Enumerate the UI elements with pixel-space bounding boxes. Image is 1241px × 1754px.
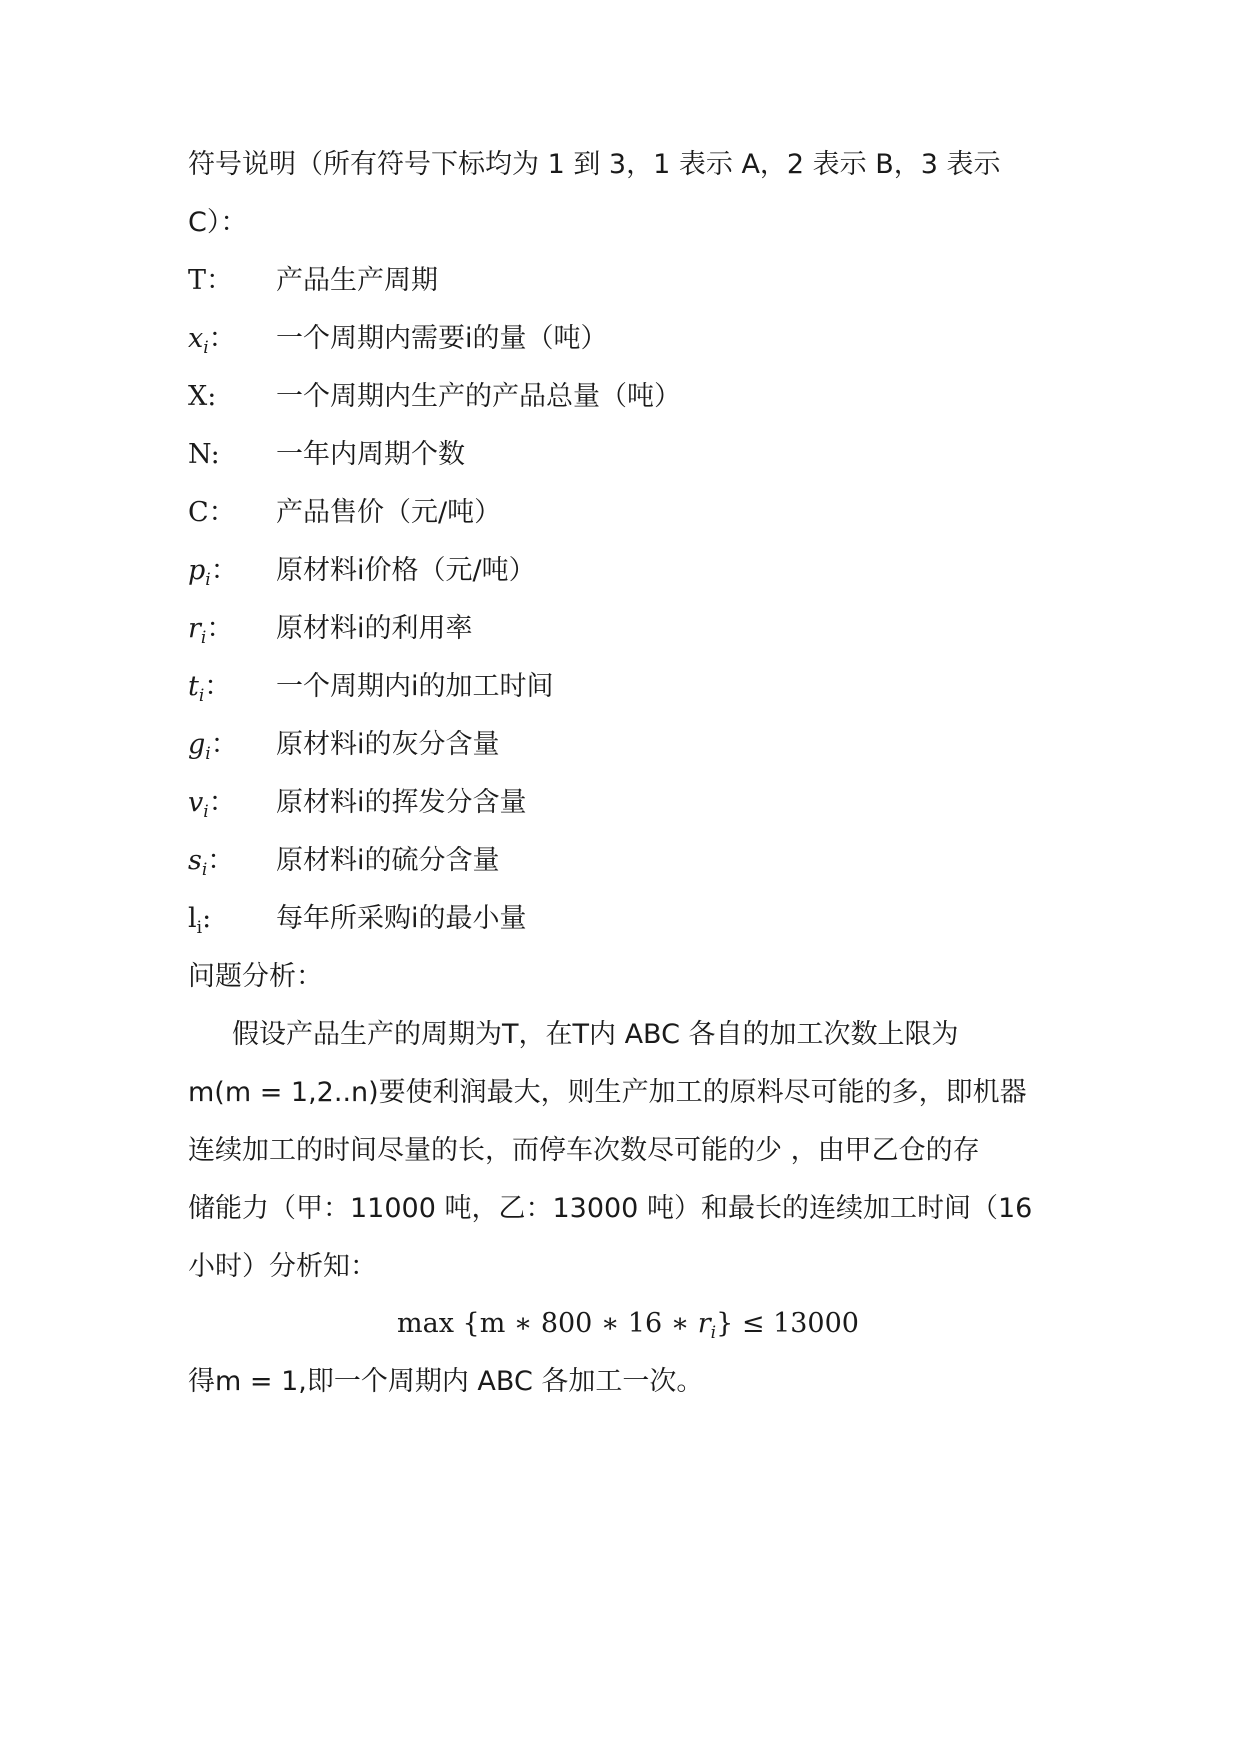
symbol-X: X: <box>188 381 217 412</box>
analysis-line-1: 假设产品生产的周期为T，在T内 ABC 各自的加工次数上限为 <box>232 1019 959 1050</box>
analysis-line-3: 连续加工的时间尽量的长，而停车次数尽可能的少 ，由甲乙仓的存 <box>188 1135 980 1166</box>
symbol-C: C： <box>188 497 236 528</box>
formula: max {m ∗ 800 ∗ 16 ∗ $r_i\} \le 13000$ <box>397 1308 859 1343</box>
symbol-N-desc: 一年内周期个数 <box>276 439 465 470</box>
symbol-T: T： <box>188 265 234 296</box>
symbol-v-i-desc: 原材料i的挥发分含量 <box>276 787 527 818</box>
analysis-line-2: m(m = 1,2..n)要使利润最大，则生产加工的原料尽可能的多，即机器 <box>188 1077 1027 1108</box>
symbol-p-i: $p_i$： <box>188 555 238 590</box>
symbol-C-desc: 产品售价（元/吨） <box>276 497 502 528</box>
symbol-x-i-desc: 一个周期内需要i的量（吨） <box>276 323 608 354</box>
symbol-l-i: $l_i$: <box>188 903 212 938</box>
symbol-X-desc: 一个周期内生产的产品总量（吨） <box>276 381 681 412</box>
symbol-N: N: <box>188 439 220 470</box>
symbol-r-i-desc: 原材料i的利用率 <box>276 613 473 644</box>
symbol-x-i: $x_i$： <box>188 323 236 358</box>
analysis-conclusion: 得m = 1,即一个周期内 ABC 各加工一次。 <box>188 1366 704 1397</box>
symbol-s-i-desc: 原材料i的硫分含量 <box>276 845 500 876</box>
intro-line-2: C）： <box>188 207 248 238</box>
symbol-r-i: $r_i$： <box>188 613 234 648</box>
symbol-g-i: $g_i$： <box>188 729 238 764</box>
symbol-t-i: $t_i$： <box>188 671 232 706</box>
symbol-t-i-desc: 一个周期内i的加工时间 <box>276 671 554 702</box>
symbol-l-i-desc: 每年所采购i的最小量 <box>276 903 527 934</box>
symbol-g-i-desc: 原材料i的灰分含量 <box>276 729 500 760</box>
intro-line-1: 符号说明（所有符号下标均为 1 到 3，1 表示 A，2 表示 B，3 表示 <box>188 149 1001 180</box>
analysis-line-5: 小时）分析知： <box>188 1251 377 1282</box>
analysis-heading: 问题分析： <box>188 961 323 992</box>
analysis-line-4: 储能力（甲：11000 吨，乙：13000 吨）和最长的连续加工时间（16 <box>188 1193 1033 1224</box>
symbol-T-desc: 产品生产周期 <box>276 265 438 296</box>
symbol-p-i-desc: 原材料i价格（元/吨） <box>276 555 536 586</box>
symbol-v-i: $v_i$： <box>188 787 236 822</box>
symbol-s-i: $s_i$： <box>188 845 235 880</box>
